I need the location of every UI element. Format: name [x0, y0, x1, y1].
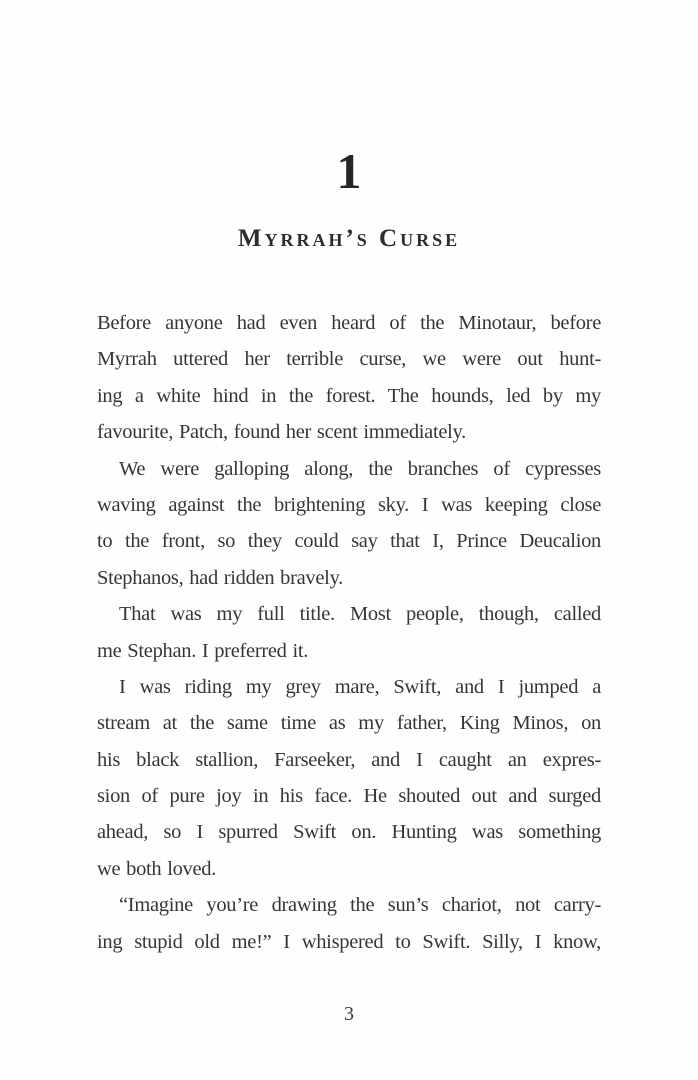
text-line: waving against the brightening sky. I was keeping close — [97, 493, 601, 516]
text-line: ing stupid old me!” I whispered to Swift. Silly, I know, — [97, 930, 601, 953]
page-number: 3 — [344, 1003, 354, 1025]
text-line: Myrrah uttered her terrible curse, we were out hunt- — [97, 348, 601, 371]
text-line: we both loved. — [97, 857, 217, 880]
text-line: Before anyone had even heard of the Minotaur, before — [97, 312, 601, 334]
text-line: That was my full title. Most people, though, called — [119, 603, 601, 626]
body-text — [97, 305, 601, 960]
chapter-number: 1 — [336, 143, 362, 199]
text-line: Stephanos, had ridden bravely. — [97, 566, 344, 589]
text-line: “Imagine you’re drawing the sun’s chariot, not carry- — [119, 894, 601, 917]
paragraph — [97, 887, 601, 960]
text-line: I was riding my grey mare, Swift, and I jumped a — [119, 675, 601, 698]
text-line: We were galloping along, the branches of cypresses — [119, 457, 601, 480]
text-line: ing a white hind in the forest. The hounds, led by my — [97, 384, 601, 407]
paragraph — [97, 305, 601, 451]
text-line: favourite, Patch, found her scent immediately. — [97, 421, 466, 444]
chapter-title: Myrrah’s Curse — [237, 225, 461, 252]
text-line: ahead, so I spurred Swift on. Hunting was something — [97, 821, 601, 844]
text-line: sion of pure joy in his face. He shouted out and surged — [97, 785, 601, 808]
paragraph — [97, 669, 601, 887]
text-line: his black stallion, Farseeker, and I caught an expres- — [97, 748, 601, 771]
text-line: to the front, so they could say that I, Prince Deucalion — [97, 530, 601, 553]
paragraph — [97, 596, 601, 669]
text-line: stream at the same time as my father, King Minos, on — [97, 712, 601, 735]
text-line: me Stephan. I preferred it. — [97, 639, 309, 662]
paragraph — [97, 451, 601, 597]
